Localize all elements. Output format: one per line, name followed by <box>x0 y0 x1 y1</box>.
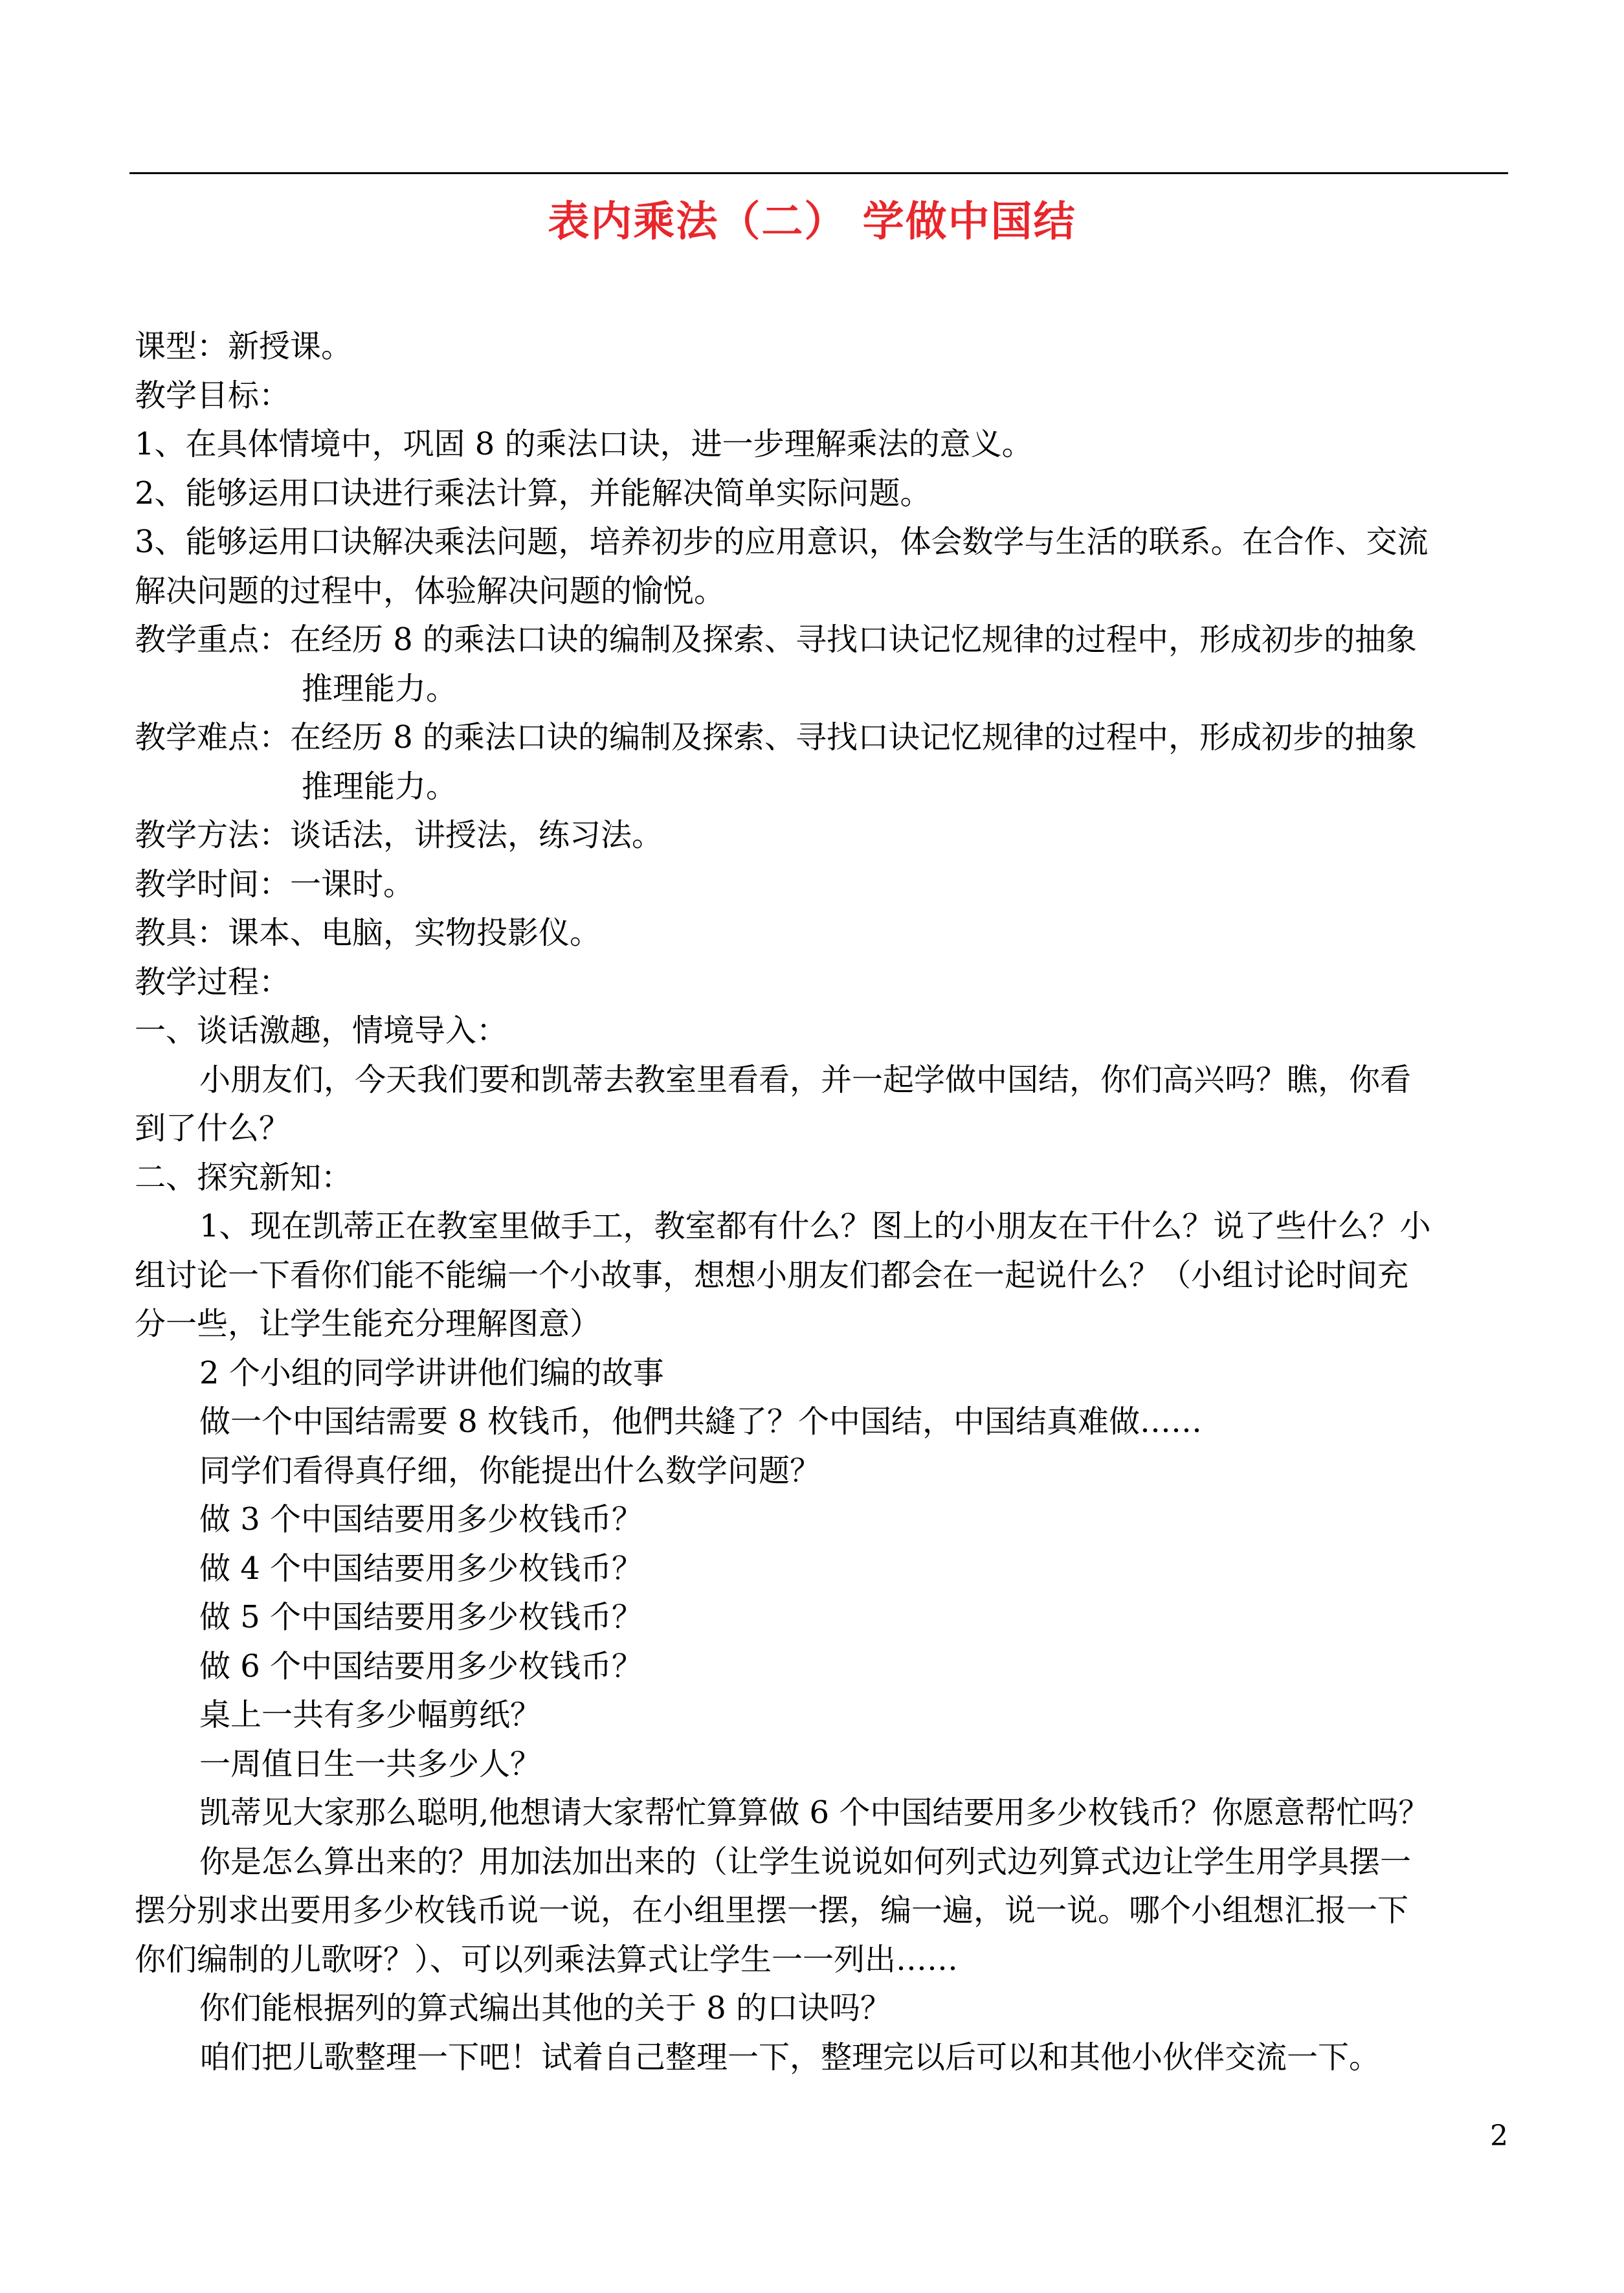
text-line: 同学们看得真仔细，你能提出什么数学问题？ <box>199 1452 821 1489</box>
text-line: 3、能够运用口诀解决乘法问题，培养初步的应用意识，体会数学与生活的联系。在合作、交流 <box>135 524 1429 560</box>
text-line: 桌上一共有多少幅剪纸？ <box>199 1697 542 1733</box>
text-line: 一、谈话激趣，情境导入： <box>135 1012 508 1049</box>
text-line: 做 4 个中国结要用多少枚钱币？ <box>199 1550 643 1587</box>
text-line: 一周值日生一共多少人？ <box>199 1745 542 1782</box>
text-line: 做一个中国结需要 8 枚钱币，他們共縫了？个中国结，中国结真难做…… <box>199 1404 1203 1440</box>
text-line: 到了什么？ <box>135 1110 291 1146</box>
text-line: 1、在具体情境中，巩固 8 的乘法口诀，进一步理解乘法的意义。 <box>135 426 1033 462</box>
text-line: 分一些，让学生能充分理解图意） <box>135 1306 601 1342</box>
text-line: 做 6 个中国结要用多少枚钱币？ <box>199 1648 643 1684</box>
text-line: 教学目标： <box>135 377 291 414</box>
text-line: 咱们把儿歌整理一下吧！试着自己整理一下，整理完以后可以和其他小伙伴交流一下。 <box>199 2039 1381 2075</box>
text-line: 教学过程： <box>135 963 291 1000</box>
text-line: 2 个小组的同学讲讲他们编的故事 <box>199 1354 664 1391</box>
text-line: 教学难点：在经历 8 的乘法口诀的编制及探索、寻找口诀记忆规律的过程中，形成初步的抽象 <box>135 719 1418 755</box>
text-line: 你是怎么算出来的？用加法加出来的（让学生说说如何列式边列算式边让学生用学具摆一 <box>199 1843 1412 1880</box>
text-line: 1、现在凯蒂正在教室里做手工，教室都有什么？图上的小朋友在干什么？说了些什么？小 <box>199 1208 1431 1244</box>
page-number: 2 <box>1490 2120 1508 2153</box>
text-line: 推理能力。 <box>302 670 458 707</box>
text-line: 你们编制的儿歌呀？）、可以列乘法算式让学生一一列出…… <box>135 1941 959 1978</box>
text-line: 教具：课本、电脑，实物投影仪。 <box>135 915 601 951</box>
text-line: 推理能力。 <box>302 768 458 805</box>
text-line: 解决问题的过程中，体验解决问题的愉悦。 <box>135 572 726 609</box>
header-rule <box>129 172 1508 174</box>
text-line: 小朋友们，今天我们要和凯蒂去教室里看看，并一起学做中国结，你们高兴吗？瞧，你看 <box>199 1061 1412 1098</box>
text-line: 做 5 个中国结要用多少枚钱币？ <box>199 1599 643 1635</box>
text-line: 教学时间：一课时。 <box>135 866 415 902</box>
text-line: 摆分别求出要用多少枚钱币说一说，在小组里摆一摆，编一遍，说一说。哪个小组想汇报一下 <box>135 1892 1409 1929</box>
text-line: 做 3 个中国结要用多少枚钱币？ <box>199 1501 643 1538</box>
text-line: 教学重点：在经历 8 的乘法口诀的编制及探索、寻找口诀记忆规律的过程中，形成初步的抽象 <box>135 621 1418 658</box>
text-line: 教学方法：谈话法，讲授法，练习法。 <box>135 817 663 853</box>
text-line: 课型：新授课。 <box>135 328 353 364</box>
page-title: 表内乘法（二） 学做中国结 <box>548 197 1076 246</box>
text-line: 凯蒂见大家那么聪明,他想请大家帮忙算算做 6 个中国结要用多少枚钱币？你愿意帮忙吗？ <box>199 1795 1430 1831</box>
text-line: 二、探究新知： <box>135 1159 353 1196</box>
text-line: 组讨论一下看你们能不能编一个小故事，想想小朋友们都会在一起说什么？（小组讨论时间充 <box>135 1257 1409 1293</box>
document-body <box>135 322 1508 2082</box>
text-line: 2、能够运用口诀进行乘法计算，并能解决简单实际问题。 <box>135 475 931 511</box>
text-line: 你们能根据列的算式编出其他的关于 8 的口诀吗？ <box>199 1990 892 2026</box>
